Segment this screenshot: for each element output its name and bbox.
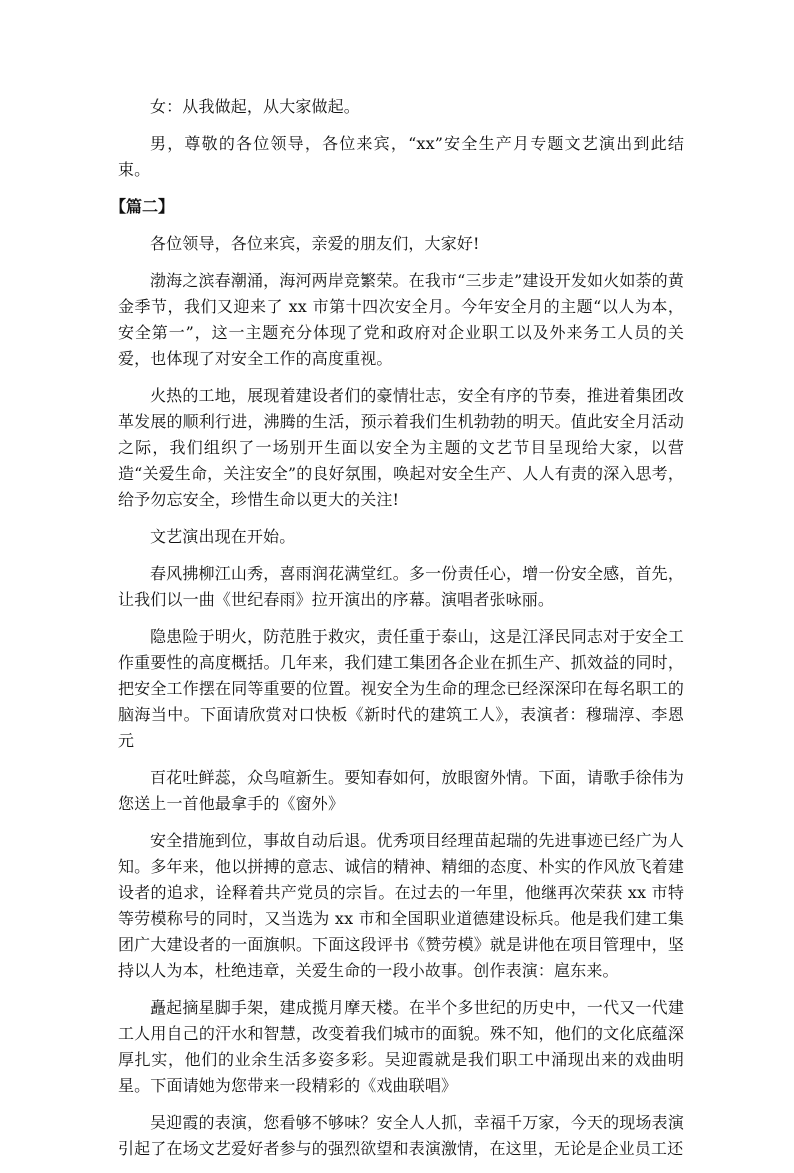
paragraph: 隐患险于明火，防范胜于救灾，责任重于泰山，这是江泽民同志对于安全工作重要性的高度概括。几年来，我们建工集团各企业在抓生产、抓效益的同时，把安全工作摆在同等重要的位置。视安全为生命的理念已经深深印在每名职工的脑海当中。下面请欣赏对口快板《新时代的建筑工人》，表演者：穆瑞淳、李恩元 — [118, 627, 684, 750]
paragraph: 春风拂柳江山秀，喜雨润花满堂红。多一份责任心，增一份安全感，首先，让我们以一曲《世纪春雨》拉开演出的序幕。演唱者张咏丽。 — [118, 564, 684, 609]
document-page — [110, 94, 684, 1173]
paragraph: 矗起摘星脚手架，建成揽月摩天楼。在半个多世纪的历史中，一代又一代建工人用自己的汗水和智慧，改变着我们城市的面貌。殊不知，他们的文化底蕴深厚扎实，他们的业余生活多姿多彩。吴迎霞就是我们职工中涌现出来的戏曲明星。下面请她为您带来一段精彩的《戏曲联唱》 — [118, 998, 684, 1095]
paragraph: 男，尊敬的各位领导，各位来宾，“xx”安全生产月专题文艺演出到此结束。 — [118, 134, 684, 179]
paragraph: 安全措施到位，事故自动后退。优秀项目经理苗起瑞的先进事迹已经广为人知。多年来，他以拼搏的意志、诚信的精神、精细的态度、朴实的作风放飞着建设者的追求，诠释着共产党员的宗旨。在过去的一年里，他继再次荣获 xx 市特等劳模称号的同时，又当选为 xx 市和全国职业道德建设标兵。他是我们建工集团广大建设者的一面旗帜。下面这段评书《赞劳模》就是讲他在项目管理中，坚持以人为本，杜绝违章，关爱生命的一段小故事。创作表演：扈东来。 — [118, 831, 684, 980]
paragraph: 文艺演出现在开始。 — [150, 527, 296, 546]
paragraph: 吴迎霞的表演，您看够不够味？安全人人抓，幸福千万家，今天的现场表演引起了在场文艺爱好者参与的强烈欲望和表演激情，在这里，无论是企业员工还 — [118, 1113, 684, 1158]
paragraph: 渤海之滨春潮涌，海河两岸竞繁荣。在我市“三步走”建设开发如火如荼的黄金季节，我们又迎来了 xx 市第十四次安全月。今年安全月的主题“以人为本，安全第一”，这一主题充分体现了党和政府对企业职工以及外来务工人员的关爱，也体现了对安全工作的高度重视。 — [118, 271, 684, 368]
paragraph: 女：从我做起，从大家做起。 — [150, 97, 360, 116]
paragraph: 百花吐鲜蕊，众鸟喧新生。要知春如何，放眼窗外情。下面，请歌手徐伟为您送上一首他最拿手的《窗外》 — [118, 768, 684, 813]
paragraph: 火热的工地，展现着建设者们的豪情壮志，安全有序的节奏，推进着集团改革发展的顺利行进，沸腾的生活，预示着我们生机勃勃的明天。值此安全月活动之际，我们组织了一场别开生面以安全为主题的文艺节目呈现给大家，以营造“关爱生命，关注安全”的良好氛围，唤起对安全生产、人人有责的深入思考，给予勿忘安全，珍惜生命以更大的关注! — [118, 386, 684, 509]
paragraph: 各位领导，各位来宾，亲爱的朋友们，大家好! — [150, 234, 480, 253]
section-heading: 【篇二】 — [110, 197, 175, 216]
